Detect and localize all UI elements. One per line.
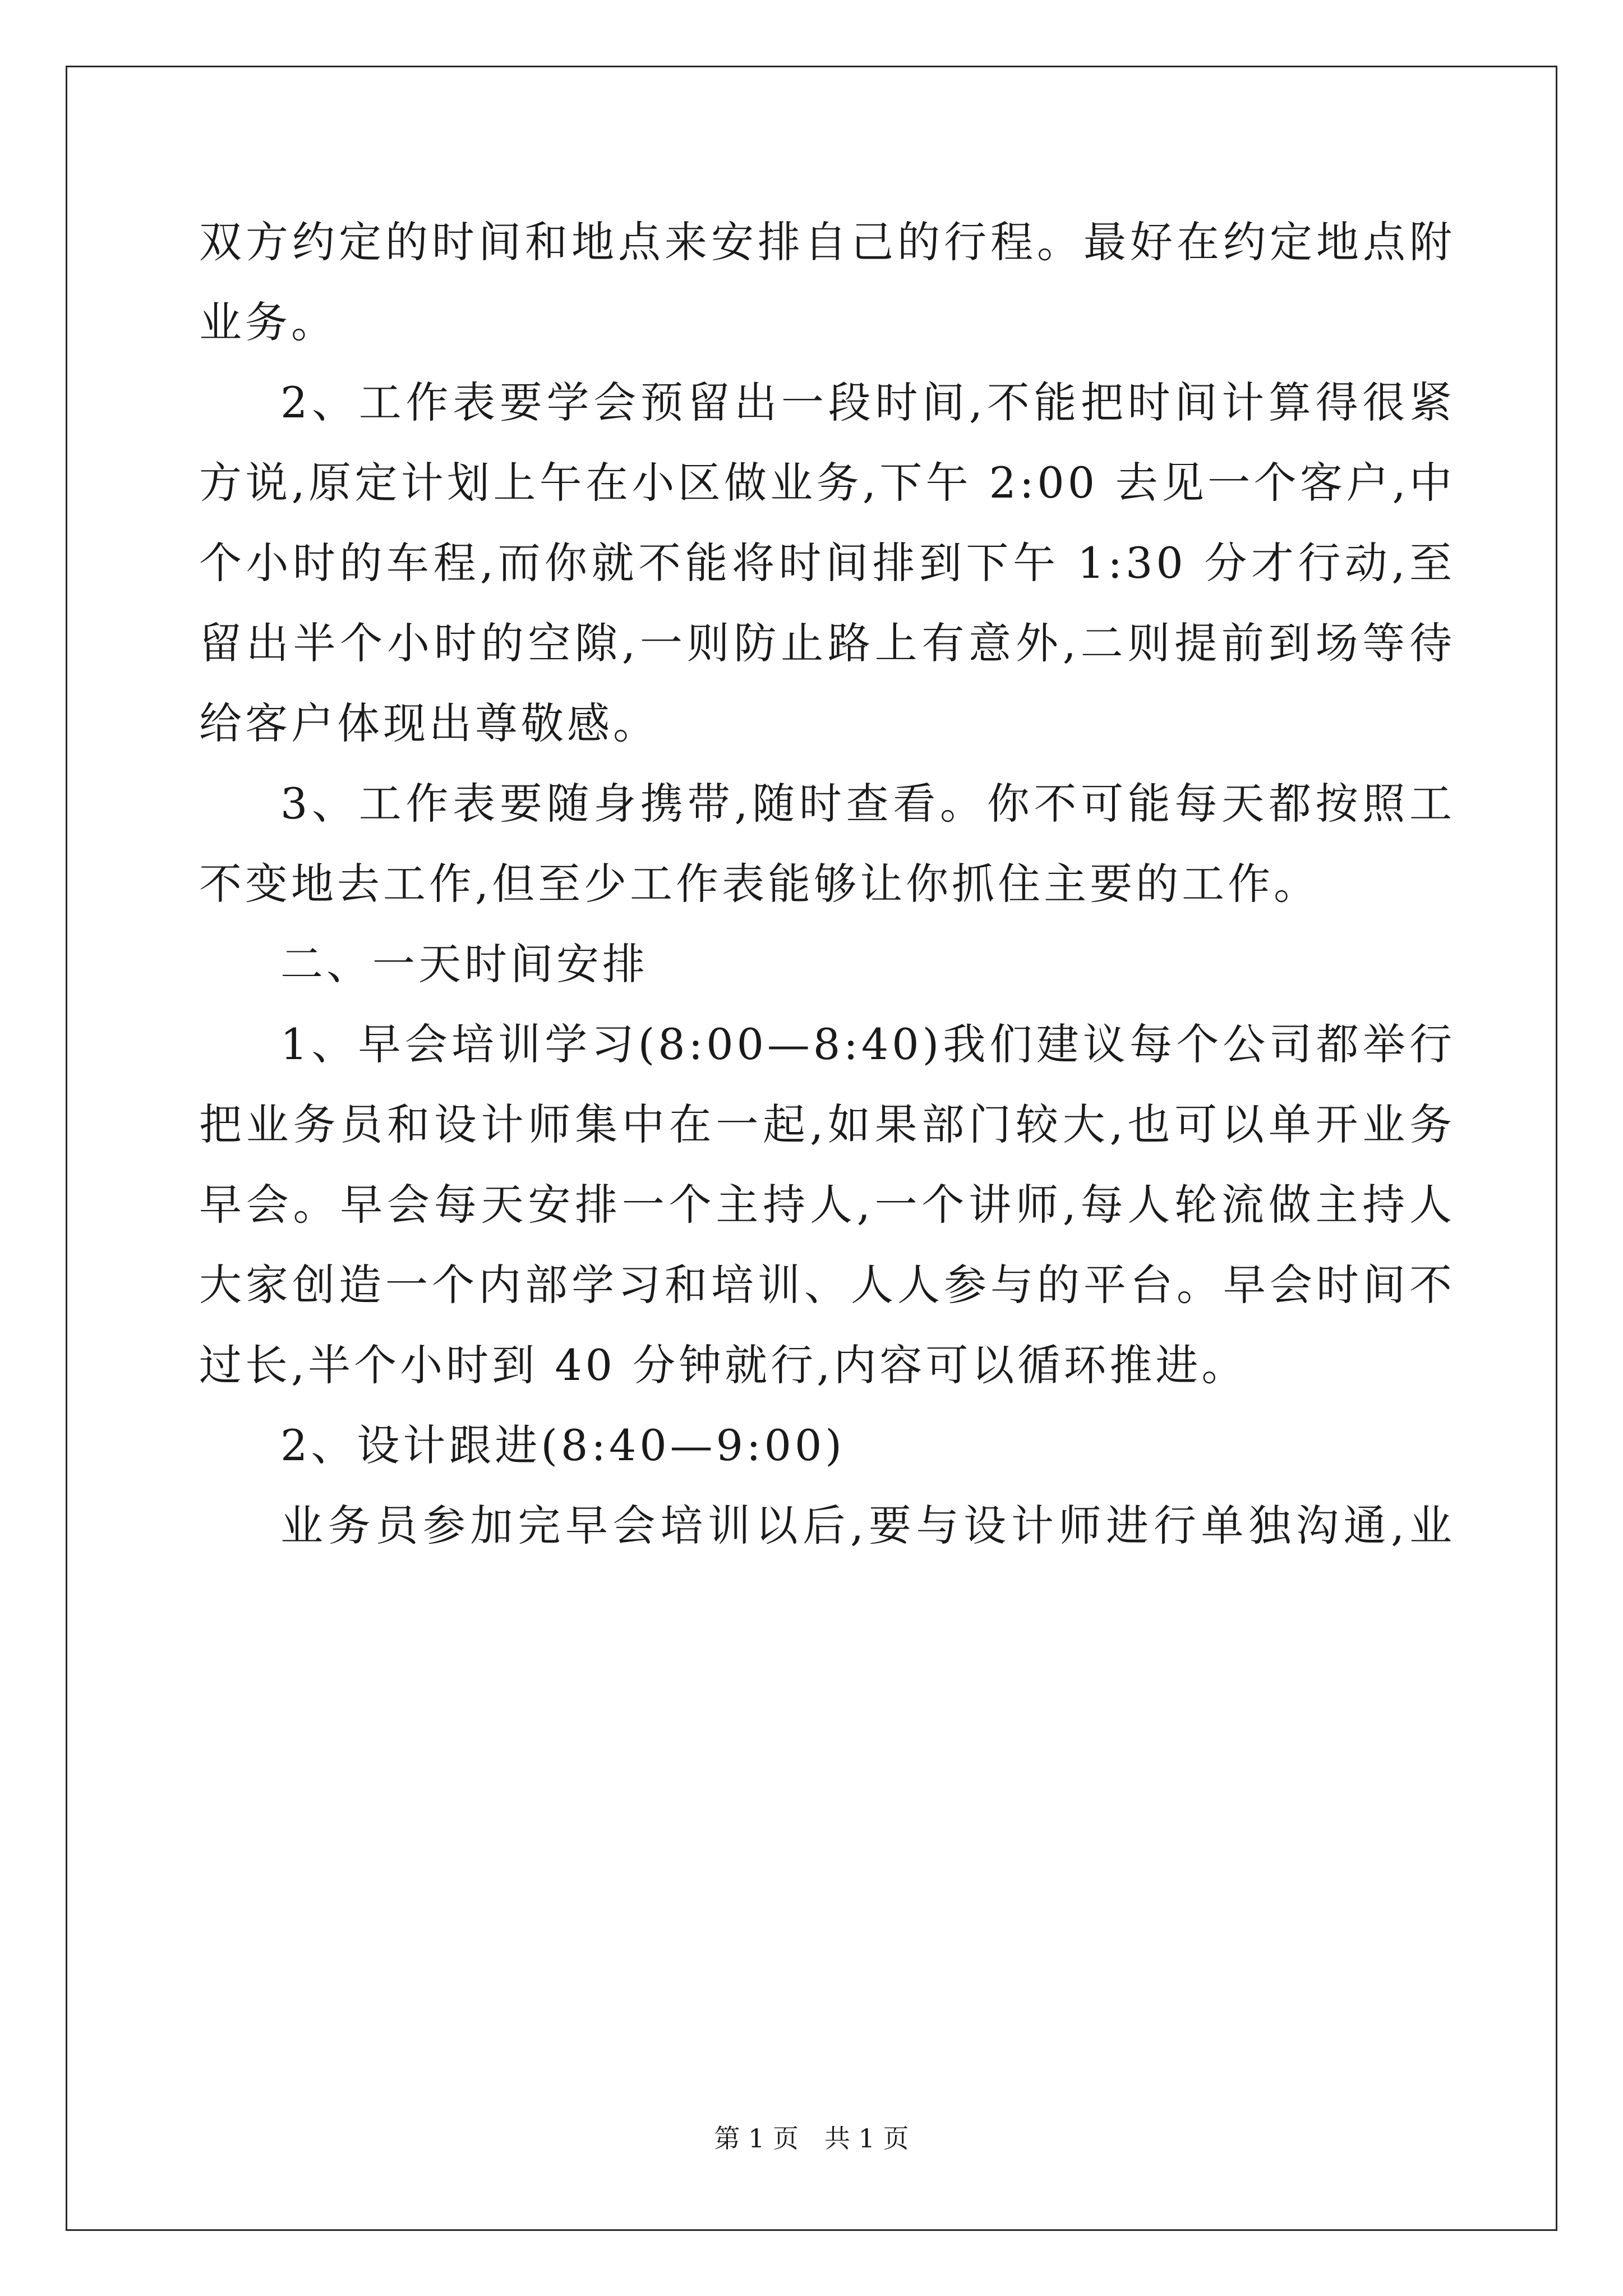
text-line-9: 不变地去工作,但至少工作表能够让你抓住主要的工作。 bbox=[199, 859, 1320, 909]
text-line-4: 方说,原定计划上午在小区做业务,下午 2:00 去见一个客户,中 bbox=[199, 458, 1455, 508]
text-line-12: 把业务员和设计师集中在一起,如果部门较大,也可以单开业务 bbox=[199, 1099, 1455, 1149]
text-line-6: 留出半个小时的空隙,一则防止路上有意外,二则提前到场等待 bbox=[199, 618, 1455, 668]
document-body bbox=[199, 202, 1455, 1566]
text-line-5: 个小时的车程,而你就不能将时间排到下午 1:30 分才行动,至 bbox=[199, 538, 1455, 588]
page-number: 第 1 页 bbox=[714, 2123, 799, 2154]
text-line-7: 给客户体现出尊敬感。 bbox=[199, 698, 659, 748]
text-line-8: 3、工作表要随身携带,随时查看。你不可能每天都按照工 bbox=[280, 779, 1455, 829]
text-line-2: 业务。 bbox=[199, 297, 337, 347]
text-line-14: 大家创造一个内部学习和培训、人人参与的平台。早会时间不 bbox=[199, 1260, 1455, 1310]
page-footer bbox=[0, 2122, 1623, 2155]
section-heading: 二、一天时间安排 bbox=[280, 939, 648, 989]
text-line-1: 双方约定的时间和地点来安排自己的行程。最好在约定地点附 bbox=[199, 217, 1455, 267]
text-line-15: 过长,半个小时到 40 分钟就行,内容可以循环推进。 bbox=[199, 1340, 1248, 1390]
page-total: 共 1 页 bbox=[824, 2123, 909, 2154]
subsection-heading: 2、设计跟进(8:40—9:00) bbox=[280, 1420, 845, 1470]
text-line-3: 2、工作表要学会预留出一段时间,不能把时间计算得很紧 bbox=[280, 378, 1455, 427]
text-line-11: 1、早会培训学习(8:00—8:40)我们建议每个公司都举行 bbox=[280, 1019, 1455, 1069]
text-line-13: 早会。早会每天安排一个主持人,一个讲师,每人轮流做主持人 bbox=[199, 1180, 1455, 1230]
text-line-17: 业务员参加完早会培训以后,要与设计师进行单独沟通,业 bbox=[280, 1501, 1455, 1550]
